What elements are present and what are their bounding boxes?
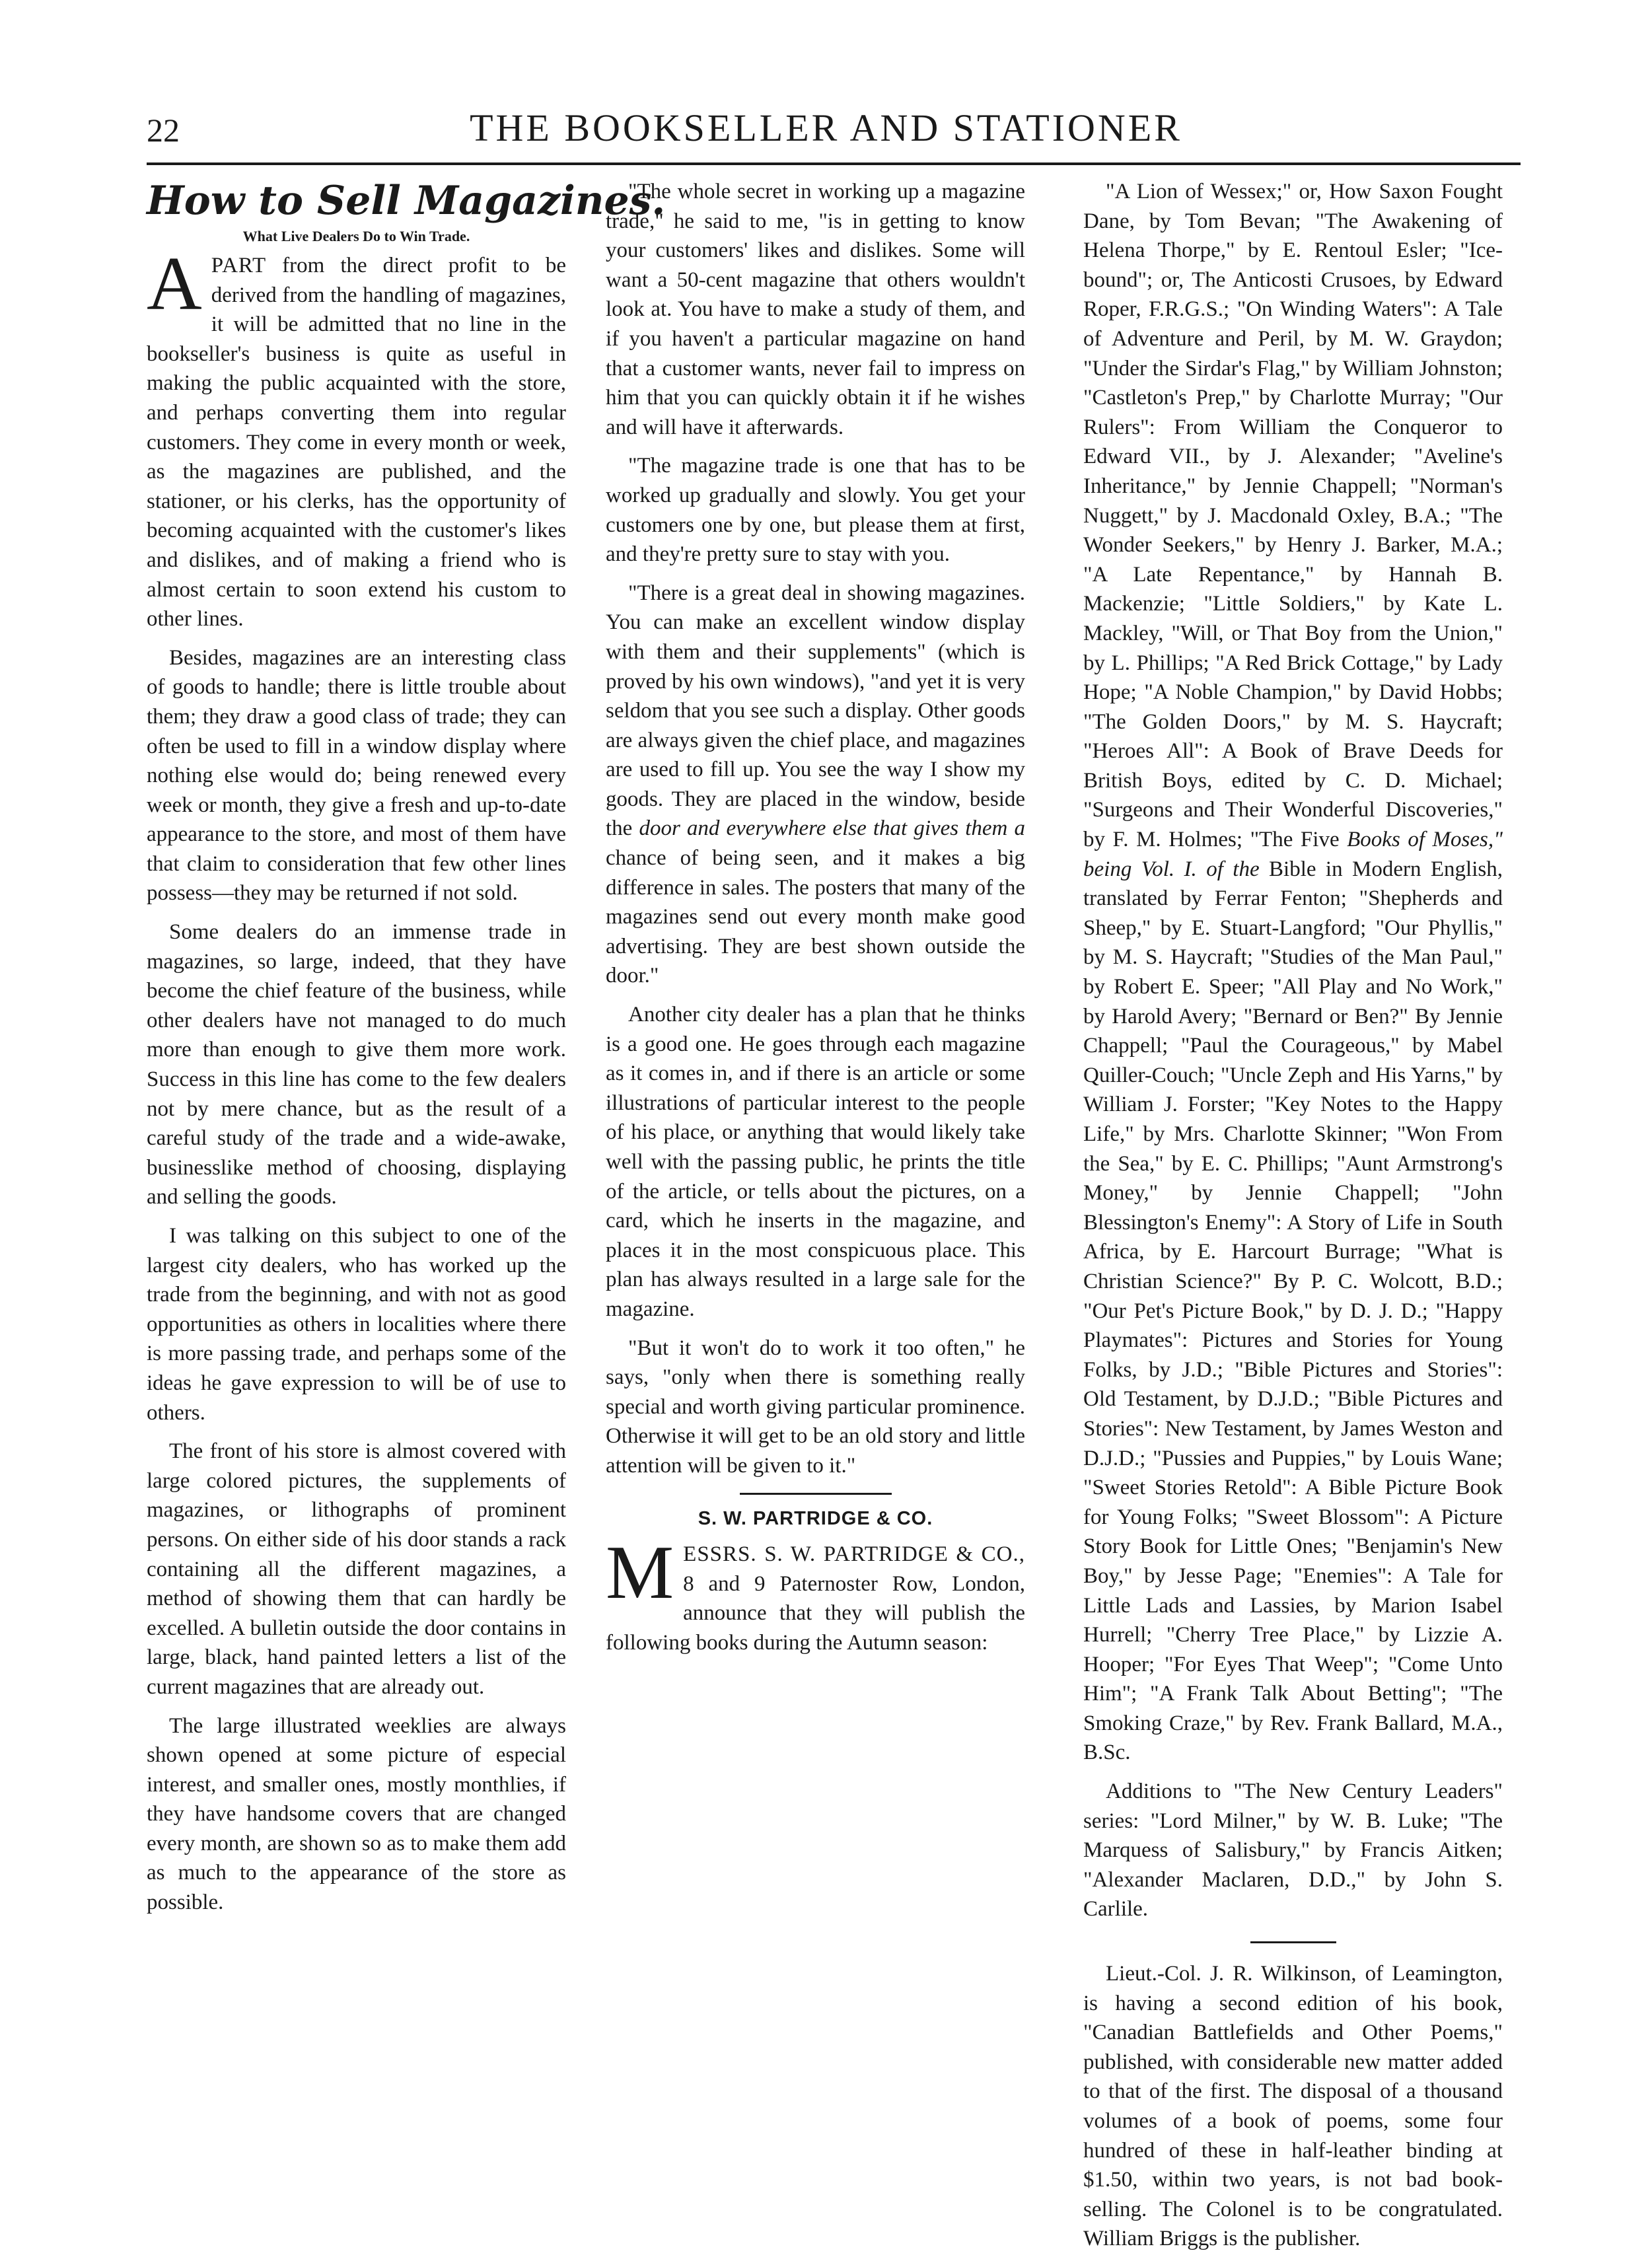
paragraph-9-part-1: "There is a great deal in showing magazines. You can make an excellent window display with them and their supplements" (which is proved by his own windows), "and yet it is very seldom that you see such a display. Other goods are always given the chief place, and magazines are used to fill up. You see the way I show my goods. They are placed in the window, beside the — [606, 581, 1025, 841]
partridge-heading: S. W. PARTRIDGE & CO. — [698, 1507, 933, 1529]
paragraph-9-italic: door and everywhere else that gives them a — [639, 816, 1025, 841]
paragraph-6: The large illustrated weeklies are always shown opened at some picture of especial interest, and smaller ones, mostly monthlies, if they have handsome covers that are changed every month, are shown so as to make them add as much to the appearance of the store as possible. — [147, 1713, 566, 1915]
drop-cap-continuation: PART — [211, 254, 267, 277]
paragraph-2: Besides, magazines are an interesting class of goods to handle; there is little trouble about them; they draw a good class of trade; they can often be used to fill in a window display where nothing else would do; being renewed every week or month, they give a fresh and up-to-date appearance to the store, and most of them have that claim to consideration that few other lines possess—they may be returned if not sold. — [147, 645, 566, 906]
drop-cap: A — [147, 242, 202, 326]
paragraph-9 — [606, 579, 1025, 991]
paragraph-1-body: from the direct profit to be derived from the handling of magazines, it will be admitted that no line in the bookseller's business is quite as useful in making the public acquainted with the store, and perhaps converting them into regular customers. They come in every month or week, as the magazines are published, and the stationer, or his clerks, has the opportunity of becoming acquainted with the customer's likes and dislikes, and of making a friend who is almost certain to soon extend his custom to other lines. — [147, 254, 566, 631]
paragraph-9-part-2: chance of being seen, and it makes a big difference in sales. The posters that many of the magazines send out every month make good advertising. They are best shown outside the door." — [606, 846, 1025, 988]
article-subtitle: What Live Dealers Do to Win Trade. — [242, 228, 470, 244]
short-divider — [1250, 1941, 1336, 1943]
page-number: 22 — [147, 112, 180, 149]
book-list-part-2: Bible in Modern English, translated by Ferrar Fenton; "Shepherds and Sheep," by E. Stuart-Langford; "Our Phyllis," by M. S. Haycraft; "Studies of the Man Paul," by Robert E. Speer; "All Play and No Work," by Harold Avery; "Bernard or Ben?" By Jennie Chappell; "Paul the Courageous," by Mabel Quiller-Couch; "Uncle Zeph and His Yarns," by William J. Forster; "Key Notes to the Happy Life," by Mrs. Charlotte Skinner; "Won From the Sea," by E. C. Phillips; "Aunt Armstrong's Money," by Jennie Chappell; "John Blessington's Enemy": A Story of Life in South Africa, by E. Harcourt Burrage; "What is Christian Science?" By P. C. Wolcott, B.D.; "Our Pet's Picture Book," by D. J. D.; "Happy Playmates": Pictures and Stories for Young Folks, by J.D.; "Bible Pictures and Stories": Old Testament, by D.J.D.; "Bible Pictures and Stories": New Testament, by James Weston and D.J.D.; "Pussies and Puppies," by Louis Wane; "Sweet Stories Retold": A Bible Picture Book for Young Folks; "Sweet Blossom": A Picture Story Book for Little Ones; "Benjamin's New Boy," by Jesse Page; "Enemies": A Tale for Little Lads and Lassies, by Marion Isabel Hurrell; "Cherry Tree Place," by Lizzie A. Hooper; "For Eyes That Weep"; "Come Unto Him"; "A Frank Talk About Betting"; "The Smoking Craze," by Rev. Frank Ballard, M.A., B.Sc. — [1083, 857, 1503, 1765]
book-list-italic: Books of Moses," being Vol. I. of the — [1083, 828, 1503, 881]
header-rule — [147, 162, 1521, 165]
paragraph-11: "But it won't do to work it too often," he says, "only when there is something really special and worth giving particular prominence. Otherwise it will get to be an old story and little attention will be given to it." — [606, 1336, 1025, 1478]
paragraph-4: I was talking on this subject to one of the largest city dealers, who has worked up the trade from the beginning, and with not as good opportunities as others in localities where there is more passing trade, and perhaps some of the ideas he gave expression to will be of use to others. — [147, 1224, 566, 1425]
section-divider — [740, 1493, 892, 1495]
partridge-additions: Additions to "The New Century Leaders" series: "Lord Milner," by W. B. Luke; "The Marquess of Salisbury," by Francis Aitken; "Alexander Maclaren, D.D.," by John S. Carlile. — [1083, 1779, 1503, 1922]
partridge-book-list — [1083, 177, 1503, 1768]
paragraph-7: "The whole secret in working up a magazine trade," he said to me, "is in getting to know your customers' likes and dislikes. Some will want a 50-cent magazine that others wouldn't look at. You have to make a study of them, and if you haven't a particular magazine on hand that a customer wants, never fail to impress on him that you can quickly obtain it if he wishes and will have it afterwards. — [606, 180, 1025, 439]
paragraph-3: Some dealers do an immense trade in magazines, so large, indeed, that they have become the chief feature of the business, while other dealers have not managed to do much more than enough to give them more work. Success in this line has come to the few dealers not by mere chance, but as the result of a careful study of the trade and a wide-awake, businesslike method of choosing, displaying and selling the goods. — [147, 920, 566, 1209]
column-3 — [1083, 177, 1503, 2263]
book-list-part-1: "A Lion of Wessex;" or, How Saxon Fought Dane, by Tom Bevan; "The Awakening of Helena Thorpe," by E. Rentoul Esler; "Ice-bound"; or, The Anticosti Crusoes, by Edward Roper, F.R.G.S.; "On Winding Waters": A Tale of Adventure and Peril, by M. W. Graydon; "Under the Sirdar's Flag," by William Johnston; "Castleton's Prep," by Charlotte Murray; "Our Rulers": From William the Conqueror to Edward VII., by J. Alexander; "Aveline's Inheritance," by Jennie Chappell; "Norman's Nuggett," by J. Macdonald Oxley, B.A.; "The Wonder Seekers," by Henry J. Barker, M.A.; "A Late Repentance," by Hannah B. Mackenzie; "Little Soldiers," by Kate L. Mackley, "Will, or That Boy from the Union," by L. Phillips; "A Red Brick Cottage," by Lady Hope; "A Noble Champion," by David Hobbs; "The Golden Doors," by M. S. Haycraft; "Heroes All": A Book of Brave Deeds for British Boys, edited by C. D. Michael; "Surgeons and Their Wonderful Discoveries," by F. M. Holmes; "The Five — [1083, 180, 1503, 852]
partridge-drop-cap: M — [606, 1530, 674, 1616]
paragraph-5: The front of his store is almost covered with large colored pictures, the supplements of magazines, or lithographs of prominent persons. On either side of his door stands a rack containing all the different magazines, a method of showing them that can hardly be excelled. A bulletin outside the door contains in large, black, hand painted letters a list of the current magazines that are already out. — [147, 1439, 566, 1699]
running-head: THE BOOKSELLER AND STATIONER — [470, 106, 1182, 149]
paragraph-8: "The magazine trade is one that has to be worked up gradually and slowly. You get your customers one by one, but please them at first, and they're pretty sure to stay with you. — [606, 454, 1025, 567]
paragraph-1 — [147, 242, 566, 634]
column-1 — [147, 177, 666, 1927]
wilkinson-note: Lieut.-Col. J. R. Wilkinson, of Leamington, is having a second edition of his book, "Canadian Battlefields and Other Poems," published, with considerable new matter added to that of the first. The disposal of a thousand volumes of a book of poems, some four hundred of these in half-leather binding at $1.50, within two years, is not bad book-selling. The Colonel is to be congratulated. William Briggs is the publisher. — [1083, 1962, 1503, 2251]
article-title: How to Sell Magazines. — [147, 178, 666, 224]
paragraph-10: Another city dealer has a plan that he thinks is a good one. He goes through each magazine as it comes in, and if there is an article or some illustrations of particular interest to the people of his place, or anything that would likely take well with the passing public, he prints the title of the article, or tells about the pictures, on a card, which he inserts in the magazine, and places it in the most conspicuous place. This plan has always resulted in a large sale for the magazine. — [606, 1003, 1025, 1321]
column-2 — [606, 177, 1025, 1667]
partridge-cap-continuation: ESSRS. S. W. PARTRIDGE & CO., — [683, 1542, 1025, 1567]
partridge-intro-body: 8 and 9 Paternoster Row, London, announce that they will publish the following books during the Autumn season: — [606, 1571, 1025, 1655]
partridge-intro — [606, 1530, 1025, 1657]
